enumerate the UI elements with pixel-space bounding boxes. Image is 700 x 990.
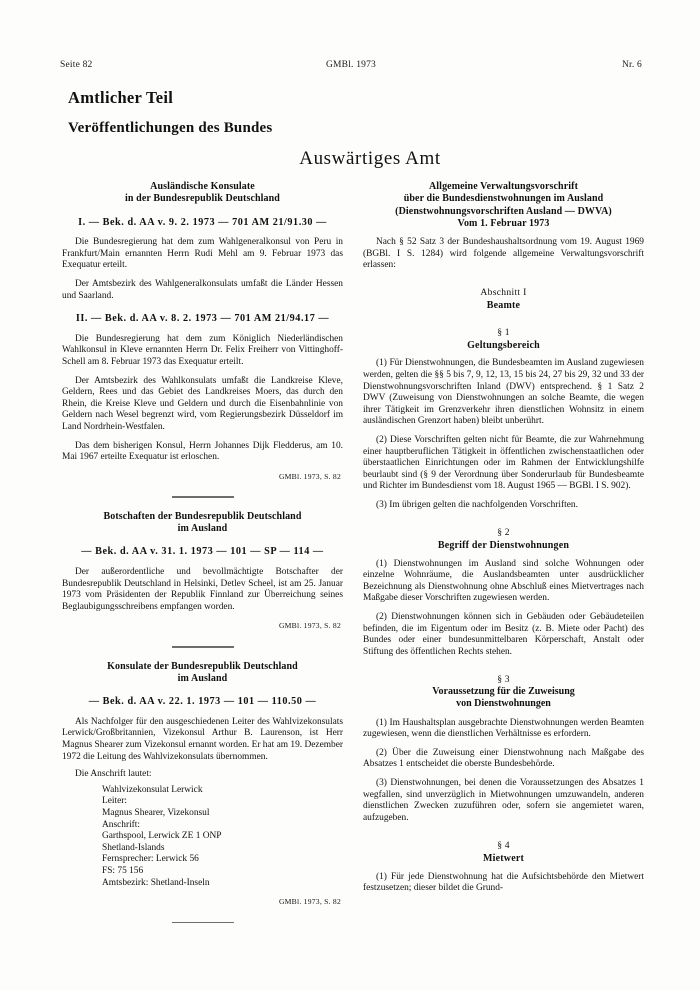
- issue-number: Nr. 6: [622, 60, 642, 70]
- ministry-heading: Auswärtiges Amt: [299, 148, 441, 169]
- paragraph-title: Begriff der Dienstwohnungen: [437, 540, 570, 552]
- abschnitt-label: Abschnitt I: [480, 286, 527, 298]
- paragraph-number: § 3: [497, 674, 510, 686]
- paragraph: Die Bundesregierung hat dem zum Wahlgeneralkonsul von Peru in Frankfurt/Main ernannten Herrn Rudi Mehl am 9. Februar 1973 das Exequatur erteilt.: [62, 237, 343, 271]
- section-title-consulates-abroad: Konsulate der Bundesrepublik Deutschland im Ausland: [107, 660, 298, 684]
- section-divider: [172, 922, 234, 924]
- part-heading: Amtlicher Teil: [68, 88, 174, 107]
- paragraph: Der außerordentliche und bevollmächtigte Botschafter der Bundesrepublik Deutschland in Helsinki, Detlev Scheel, ist am 25. Januar 1973 vom Präsidenten der Republik Finnland zur Überreichung seines Beglaubigungsschreibens empfangen worden.: [62, 567, 343, 612]
- paragraph: (2) Diese Vorschriften gelten nicht für Beamte, die zur Wahrnehmung einer hauptberuflichen Tätigkeit in öffentlichen zwischenstaatlichen oder überstaatlichen Einrichtungen oder im Rahmen der Entwicklungshilfe beurlaubt sind (§ 9 der Verordnung über Sonderurlaub für Bundesbeamte und Richter im Bundesdienst vom 18. August 1965 — BGBl. I S. 902).: [363, 434, 644, 492]
- paragraph: (2) Über die Zuweisung einer Dienstwohnung nach Maßgabe des Absatzes 1 entscheidet die oberste Bundesbehörde.: [363, 747, 644, 770]
- page-number-label: Seite 82: [60, 60, 93, 70]
- address-lead-in: Die Anschrift lautet:: [75, 769, 152, 780]
- paragraph: (2) Dienstwohnungen können sich in Gebäuden oder Gebäudeteilen befinden, die im Eigentum oder im Besitz (z. B. Miete oder Pacht) des Bundes oder einer bundesunmittelbaren Körperschaft, Anstalt oder Stiftung des öffentlichen Rechts stehen.: [363, 612, 644, 657]
- paragraph-number: § 2: [497, 527, 510, 539]
- journal-title: GMBl. 1973: [325, 60, 377, 70]
- right-column: [363, 181, 644, 923]
- paragraph-number: § 4: [497, 840, 510, 852]
- running-head: [60, 60, 642, 70]
- paragraph-title: Mietwert: [482, 852, 524, 864]
- body-columns: [62, 181, 644, 923]
- source-citation: GMBl. 1973, S. 82: [278, 897, 341, 907]
- paragraph-number: § 1: [497, 327, 510, 339]
- paragraph: (1) Im Haushaltsplan ausgebrachte Dienstwohnungen werden Beamten zugewiesen, wenn die dienstlichen Verhältnisse es erfordern.: [363, 717, 644, 740]
- paragraph: (1) Für jede Dienstwohnung hat die Aufsichtsbehörde den Mietwert festzusetzen; dieser bildet die Grund-: [363, 871, 644, 894]
- regulation-title: Allgemeine Verwaltungsvorschrift über die Bundesdienstwohnungen im Ausland (Dienstwohnungsvorschriften Ausland — DWVA) Vom 1. Februar 1973: [395, 181, 612, 229]
- paragraph: (1) Dienstwohnungen im Ausland sind solche Wohnungen oder einzelne Wohnräume, die Auslandsbeamten unter ausdrücklicher Bezeichnung als Dienstwohnung ohne Abschluß eines Mietvertrages nach Maßgabe dieser Vorschriften zugewiesen werden.: [363, 558, 644, 604]
- address-block: Wahlvizekonsulat Lerwick Leiter: Magnus Shearer, Vizekonsul Anschrift: Garthspool, Lerwick ZE 1 ONP Shetland-Islands Fernsprecher: Lerwick 56 FS: 75 156 Amtsbezirk: Shetland-Inseln: [102, 784, 222, 888]
- section-divider: [172, 496, 234, 498]
- notice-reference-4: — Bek. d. AA v. 22. 1. 1973 — 101 — 110.50 —: [88, 696, 317, 708]
- notice-reference-3: — Bek. d. AA v. 31. 1. 1973 — 101 — SP — 114 —: [81, 546, 324, 558]
- paragraph-title: Geltungsbereich: [467, 339, 540, 351]
- paragraph: Der Amtsbezirk des Wahlgeneralkonsulats umfaßt die Länder Hessen und Saarland.: [62, 278, 343, 301]
- paragraph: Das dem bisherigen Konsul, Herrn Johannes Dijk Fledderus, am 10. Mai 1967 erteilte Exequatur ist erloschen.: [62, 440, 343, 463]
- subpart-heading: Veröffentlichungen des Bundes: [68, 120, 273, 136]
- paragraph: Der Amtsbezirk des Wahlkonsulats umfaßt die Landkreise Kleve, Geldern, Rees und das Gebiet des Landkreises Moers, das durch den Rhein, die Kreise Kleve und Geldern und durch die Eisenbahnlinie von Geldern nach Wesel begrenzt wird, vom Regierungsbezirk Düsseldorf im Land Nordrhein-Westfalen.: [62, 375, 343, 432]
- notice-reference-2: II. — Bek. d. AA v. 8. 2. 1973 — 701 AM 21/94.17 —: [75, 313, 330, 325]
- paragraph: (3) Dienstwohnungen, bei denen die Voraussetzungen des Absatzes 1 wegfallen, sind unverzüglich in Mietwohnungen umzuwandeln, anderen dienstlichen Zwecken zuzuführen oder, sofern sie angemietet waren, aufzugeben.: [363, 777, 644, 823]
- paragraph: (3) Im übrigen gelten die nachfolgenden Vorschriften.: [376, 499, 578, 510]
- source-citation: GMBl. 1973, S. 82: [278, 471, 341, 481]
- section-divider: [172, 646, 234, 648]
- paragraph: Als Nachfolger für den ausgeschiedenen Leiter des Wahlvizekonsulats Lerwick/Großbritannien, Vizekonsul Arthur B. Laurenson, ist Herr Magnus Shearer zum Vizekonsul ernannt worden. Er hat am 19. Dezember 1972 die Leitung des Wahlvizekonsulats übernommen.: [62, 716, 343, 762]
- notice-reference-1: I. — Bek. d. AA v. 9. 2. 1973 — 701 AM 21/91.30 —: [78, 216, 327, 228]
- paragraph: (1) Für Dienstwohnungen, die Bundesbeamten im Ausland zugewiesen werden, gelten die §§ 5 bis 7, 9, 12, 13, 15 bis 24, 27 bis 29, 32 und 33 der Dienstwohnungsvorschriften Inland (DWV) entsprechend. § 1 Satz 2 DWV (Zuweisung von Dienstwohnungen an solche Beamte, die wegen ihrer Tätigkeit im Grenzverkehr ihren dienstlichen Wohnsitz in einem ausländischen Grenzort haben) bleibt unberührt.: [363, 358, 644, 427]
- section-title-embassies: Botschaften der Bundesrepublik Deutschland im Ausland: [103, 510, 302, 535]
- abschnitt-title: Beamte: [486, 299, 521, 311]
- paragraph: Die Bundesregierung hat dem zum Königlich Niederländischen Wahlkonsul in Kleve ernannten Herrn Dr. Felix Freiherr von Vittinghoff-Schell am 8. Februar 1973 das Exequatur erteilt.: [62, 333, 343, 367]
- regulation-preamble: Nach § 52 Satz 3 der Bundeshaushaltsordnung vom 19. August 1969 (BGBl. I S. 1284) wird folgende allgemeine Verwaltungsvorschrift erlassen:: [363, 237, 644, 271]
- paragraph-title: Voraussetzung für die Zuweisung von Dienstwohnungen: [432, 686, 575, 710]
- left-column: [62, 181, 343, 923]
- source-citation: GMBl. 1973, S. 82: [278, 621, 341, 631]
- section-title-foreign-consulates: Ausländische Konsulate in der Bundesrepublik Deutschland: [125, 181, 280, 205]
